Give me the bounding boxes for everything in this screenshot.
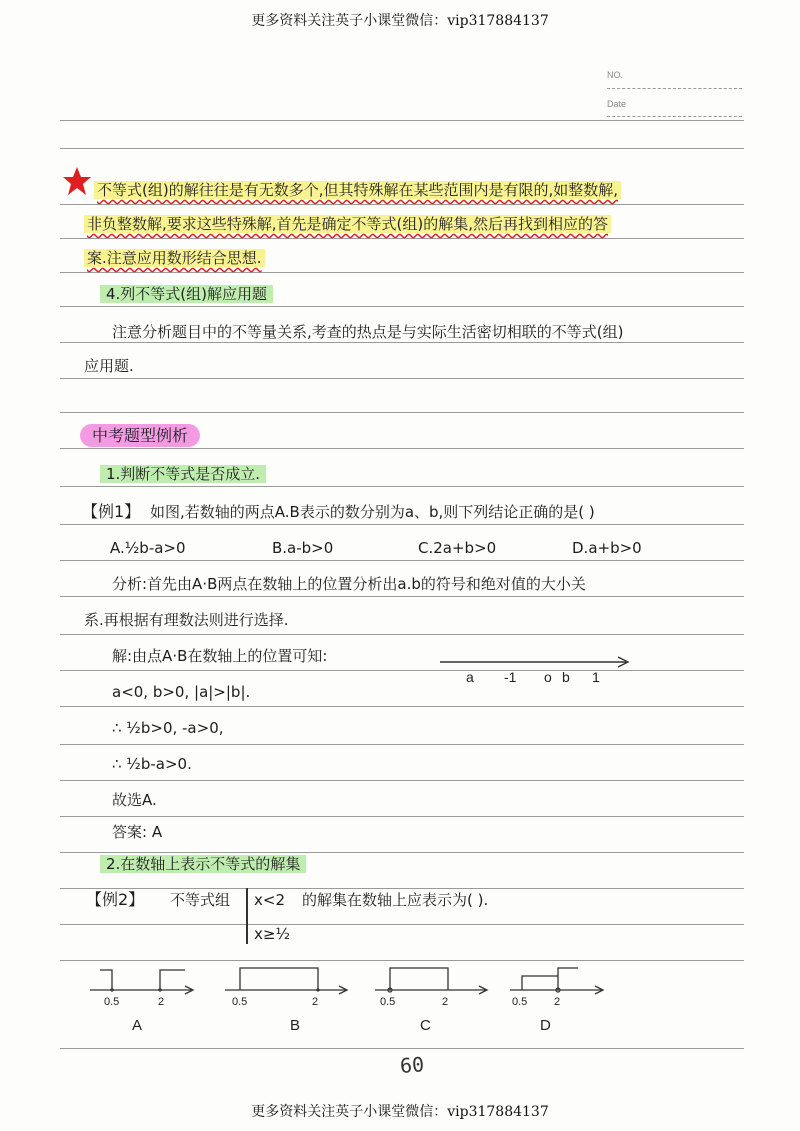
inequality-2: x≥½: [254, 925, 290, 943]
header-banner: 更多资料关注英子小课堂微信：vip317884137: [251, 13, 549, 29]
exam-section-heading: [80, 426, 200, 446]
analysis-line-1: 分析:首先由A·B两点在数轴上的位置分析出a.b的符号和绝对值的大小关: [112, 575, 586, 593]
solution-line-2: a<0, b>0, |a|>|b|.: [112, 683, 251, 701]
nl-label-a: a: [466, 669, 474, 685]
example1-label: 【例1】: [82, 502, 141, 521]
note-text-1: 不等式(组)的解往往是有无数多个,但其特殊解在某些范围内是有限的,如整数解,: [94, 181, 621, 199]
example2-lead: 不等式组: [170, 891, 231, 909]
answer-figures: [90, 958, 610, 1038]
fig-a-letter: A: [132, 1017, 143, 1034]
type1-title: 1.判断不等式是否成立.: [100, 465, 266, 483]
answer-line: 答案: A: [112, 823, 163, 841]
fig-a-tick2: 2: [158, 996, 165, 1008]
section4-heading: [100, 284, 273, 304]
fig-c-letter: C: [420, 1017, 431, 1034]
example1-question: 如图,若数轴的两点A.B表示的数分别为a、b,则下列结论正确的是( ): [150, 503, 595, 521]
footer-banner: 更多资料关注英子小课堂微信：vip317884137: [251, 1104, 549, 1120]
solution-line-4: ∴ ½b-a>0.: [112, 755, 192, 773]
fig-b-letter: B: [290, 1017, 301, 1034]
option-b: B.a-b>0: [272, 539, 334, 557]
nl-label-b: b: [562, 669, 570, 685]
solution-line-5: 故选A.: [112, 791, 157, 809]
system-brace: [246, 888, 248, 944]
section4-title: 4.列不等式(组)解应用题: [100, 285, 273, 303]
option-c: C.2a+b>0: [418, 539, 497, 557]
fig-d-tick2: 2: [554, 996, 561, 1008]
fig-c-tick1: 0.5: [380, 996, 396, 1008]
type2-title: 2.在数轴上表示不等式的解集: [100, 855, 306, 873]
fig-b-tick2: 2: [312, 996, 319, 1008]
figure-b: [225, 968, 347, 1034]
no-label: NO.: [607, 70, 624, 80]
fig-b-tick1: 0.5: [232, 996, 248, 1008]
note-line-3: [84, 248, 265, 268]
section4-body-1: 注意分析题目中的不等量关系,考查的热点是与实际生活密切相联的不等式(组): [112, 323, 624, 341]
solution-line-3: ∴ ½b>0, -a>0,: [112, 719, 224, 737]
nl-label-1: 1: [592, 669, 600, 685]
figure-d: [510, 968, 603, 1034]
figure-a: [90, 970, 193, 1034]
star-icon: [62, 166, 92, 196]
page-number: 60: [399, 1052, 425, 1078]
example1-number-line: [440, 650, 640, 690]
note-line-1: [94, 180, 621, 200]
example2-label: 【例2】: [86, 890, 145, 909]
exam-section-title: 中考题型例析: [80, 424, 200, 447]
analysis-line-2: 系.再根据有理数法则进行选择.: [84, 611, 289, 629]
note-text-2: 非负整数解,要求这些特殊解,首先是确定不等式(组)的解集,然后再找到相应的答: [84, 215, 611, 233]
option-d: D.a+b>0: [572, 539, 642, 557]
date-underline: [607, 116, 742, 117]
option-a: A.½b-a>0: [110, 539, 186, 557]
fig-c-tick2: 2: [442, 996, 449, 1008]
section4-body-2: 应用题.: [84, 357, 134, 375]
fig-a-tick1: 0.5: [104, 996, 120, 1008]
nl-label-minus1: -1: [504, 669, 517, 685]
nl-label-o: o: [544, 669, 552, 685]
no-underline: [607, 88, 742, 89]
date-label: Date: [607, 99, 627, 109]
type1-heading: [100, 464, 266, 484]
note-line-2: [84, 214, 611, 234]
solution-line-1: 解:由点A·B在数轴上的位置可知:: [112, 647, 328, 665]
inequality-1: x<2: [254, 891, 285, 909]
type2-heading: [100, 854, 306, 874]
fig-d-letter: D: [540, 1017, 551, 1034]
note-text-3: 案.注意应用数形结合思想.: [84, 249, 265, 267]
figure-c: [375, 968, 487, 1034]
fig-d-tick1: 0.5: [512, 996, 528, 1008]
example2-question: 的解集在数轴上应表示为( ).: [302, 891, 489, 909]
